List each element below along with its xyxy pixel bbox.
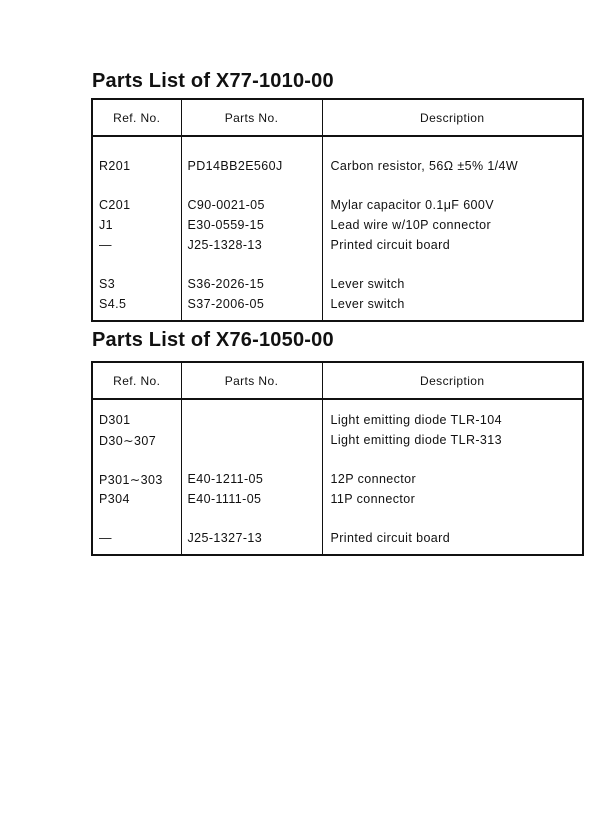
cell-desc: Lever switch [330,297,405,311]
cell-ref: D30∼307 [92,430,181,450]
cell-desc: Light emitting diode TLR-313 [330,433,502,447]
cell-parts: S37-2006-05 [181,294,322,314]
header-parts-no: Parts No. [181,99,322,136]
table-header-row [92,99,583,136]
table-row [92,235,583,255]
table-row [92,215,583,235]
cell-ref: D301 [92,410,181,430]
table-row [92,195,583,215]
cell-ref: S4.5 [92,294,181,314]
cell-ref: R201 [92,156,181,176]
cell-desc: Printed circuit board [330,238,451,252]
parts-table-x77 [91,98,584,322]
header-parts-no: Parts No. [181,362,322,399]
cell-parts: J25-1328-13 [181,235,322,255]
header-description: Description [322,99,583,136]
table-row [92,528,583,548]
cell-parts [181,410,322,430]
cell-ref: P301∼303 [92,469,181,489]
cell-ref: C201 [92,195,181,215]
cell-parts [181,430,322,450]
header-description: Description [322,362,583,399]
table-header-row [92,362,583,399]
cell-parts: C90-0021-05 [181,195,322,215]
table-row [92,294,583,314]
cell-desc: Carbon resistor, 56Ω ±5% 1/4W [330,159,519,173]
cell-parts: E30-0559-15 [181,215,322,235]
cell-ref: — [92,528,181,548]
table-row [92,156,583,176]
cell-ref: S3 [92,274,181,294]
parts-list-title-x76: Parts List of X76-1050-00 [92,329,334,351]
header-ref-no: Ref. No. [92,99,181,136]
cell-ref: — [92,235,181,255]
table-row [92,430,583,450]
table-row [92,274,583,294]
cell-desc: Light emitting diode TLR-104 [330,413,502,427]
header-ref-no: Ref. No. [92,362,181,399]
cell-parts: E40-1111-05 [181,489,322,509]
cell-ref: J1 [92,215,181,235]
parts-list-title-x77: Parts List of X77-1010-00 [92,70,334,92]
cell-ref: P304 [92,489,181,509]
cell-desc: 11P connector [330,492,416,506]
cell-desc: 12P connector [330,472,417,486]
cell-parts: PD14BB2E560J [181,156,322,176]
cell-desc: Lever switch [330,277,405,291]
table-row [92,410,583,430]
cell-parts: S36-2026-15 [181,274,322,294]
cell-parts: J25-1327-13 [181,528,322,548]
cell-parts: E40-1211-05 [181,469,322,489]
cell-desc: Lead wire w/10P connector [330,218,492,232]
table-row [92,469,583,489]
cell-desc: Printed circuit board [330,531,451,545]
cell-desc: Mylar capacitor 0.1μF 600V [330,198,495,212]
table-row [92,489,583,509]
parts-table-x76 [91,361,584,556]
